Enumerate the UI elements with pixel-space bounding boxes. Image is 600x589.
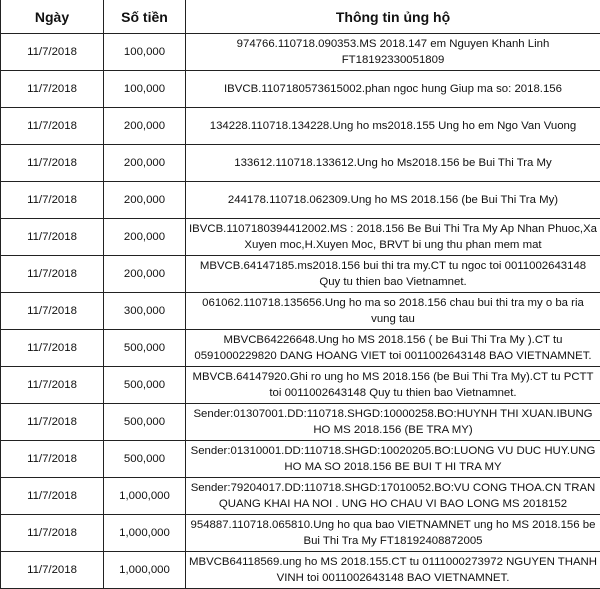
table-row	[1, 515, 600, 552]
table-row	[1, 478, 600, 515]
date-cell: 11/7/2018	[1, 552, 104, 589]
info-cell: IBVCB.1107180573615002.phan ngoc hung Giup ma so: 2018.156	[186, 71, 600, 108]
amount-cell: 1,000,000	[104, 478, 186, 515]
amount-cell: 100,000	[104, 71, 186, 108]
date-cell: 11/7/2018	[1, 367, 104, 404]
info-cell: MBVCB64226648.Ung ho MS 2018.156 ( be Bui Thi Tra My ).CT tu 0591000229820 DANG HOANG VIET toi 0011002643148 BAO VIETNAMNET.	[186, 330, 600, 367]
amount-cell: 500,000	[104, 367, 186, 404]
table-row	[1, 219, 600, 256]
header-date: Ngày	[1, 0, 104, 34]
header-info: Thông tin ủng hộ	[186, 0, 600, 34]
info-cell: MBVCB.64147920.Ghi ro ung ho MS 2018.156 (be Bui Thi Tra My).CT tu PCTT toi 0011002643148 Quy tu thien bao Vietnamnet.	[186, 367, 600, 404]
date-cell: 11/7/2018	[1, 256, 104, 293]
table-row	[1, 145, 600, 182]
info-cell: 974766.110718.090353.MS 2018.147 em Nguyen Khanh Linh FT18192330051809	[186, 34, 600, 71]
amount-cell: 1,000,000	[104, 552, 186, 589]
table-row	[1, 256, 600, 293]
header-amount: Số tiền	[104, 0, 186, 34]
info-cell: MBVCB.64147185.ms2018.156 bui thi tra my.CT tu ngoc toi 0011002643148 Quy tu thien bao Vietnamnet.	[186, 256, 600, 293]
table-row	[1, 441, 600, 478]
date-cell: 11/7/2018	[1, 182, 104, 219]
table-row	[1, 182, 600, 219]
table-row	[1, 71, 600, 108]
amount-cell: 500,000	[104, 330, 186, 367]
date-cell: 11/7/2018	[1, 145, 104, 182]
date-cell: 11/7/2018	[1, 404, 104, 441]
date-cell: 11/7/2018	[1, 515, 104, 552]
info-cell: IBVCB.1107180394412002.MS : 2018.156 Be Bui Thi Tra My Ap Nhan Phuoc,Xa Xuyen moc,H.Xuyen Moc, BRVT bi ung thu phan mem mat	[186, 219, 600, 256]
amount-cell: 200,000	[104, 182, 186, 219]
table-row	[1, 293, 600, 330]
info-cell: 061062.110718.135656.Ung ho ma so 2018.156 chau bui thi tra my o ba ria vung tau	[186, 293, 600, 330]
date-cell: 11/7/2018	[1, 330, 104, 367]
amount-cell: 1,000,000	[104, 515, 186, 552]
date-cell: 11/7/2018	[1, 34, 104, 71]
date-cell: 11/7/2018	[1, 71, 104, 108]
info-cell: Sender:01310001.DD:110718.SHGD:10020205.BO:LUONG VU DUC HUY.UNG HO MA SO 2018.156 BE BUI T HI TRA MY	[186, 441, 600, 478]
date-cell: 11/7/2018	[1, 293, 104, 330]
info-cell: Sender:01307001.DD:110718.SHGD:10000258.BO:HUYNH THI XUAN.IBUNG HO MS 2018.156 (BE TRA MY)	[186, 404, 600, 441]
table-row	[1, 404, 600, 441]
date-cell: 11/7/2018	[1, 441, 104, 478]
table-row	[1, 34, 600, 71]
date-cell: 11/7/2018	[1, 478, 104, 515]
amount-cell: 500,000	[104, 441, 186, 478]
amount-cell: 200,000	[104, 256, 186, 293]
amount-cell: 300,000	[104, 293, 186, 330]
date-cell: 11/7/2018	[1, 219, 104, 256]
table-row	[1, 108, 600, 145]
header-row	[1, 0, 600, 34]
date-cell: 11/7/2018	[1, 108, 104, 145]
amount-cell: 500,000	[104, 404, 186, 441]
info-cell: 133612.110718.133612.Ung ho Ms2018.156 be Bui Thi Tra My	[186, 145, 600, 182]
info-cell: Sender:79204017.DD:110718.SHGD:17010052.BO:VU CONG THOA.CN TRAN QUANG KHAI HA NOI . UNG HO CHAU VI BAO LONG MS 2018152	[186, 478, 600, 515]
info-cell: 954887.110718.065810.Ung ho qua bao VIETNAMNET ung ho MS 2018.156 be Bui Thi Tra My FT18192408872005	[186, 515, 600, 552]
amount-cell: 200,000	[104, 108, 186, 145]
table-row	[1, 367, 600, 404]
info-cell: 134228.110718.134228.Ung ho ms2018.155 Ung ho em Ngo Van Vuong	[186, 108, 600, 145]
table-row	[1, 330, 600, 367]
info-cell: MBVCB64118569.ung ho MS 2018.155.CT tu 0111000273972 NGUYEN THANH VINH toi 0011002643148 BAO VIETNAMNET.	[186, 552, 600, 589]
amount-cell: 100,000	[104, 34, 186, 71]
table-row	[1, 552, 600, 589]
amount-cell: 200,000	[104, 219, 186, 256]
amount-cell: 200,000	[104, 145, 186, 182]
info-cell: 244178.110718.062309.Ung ho MS 2018.156 (be Bui Thi Tra My)	[186, 182, 600, 219]
